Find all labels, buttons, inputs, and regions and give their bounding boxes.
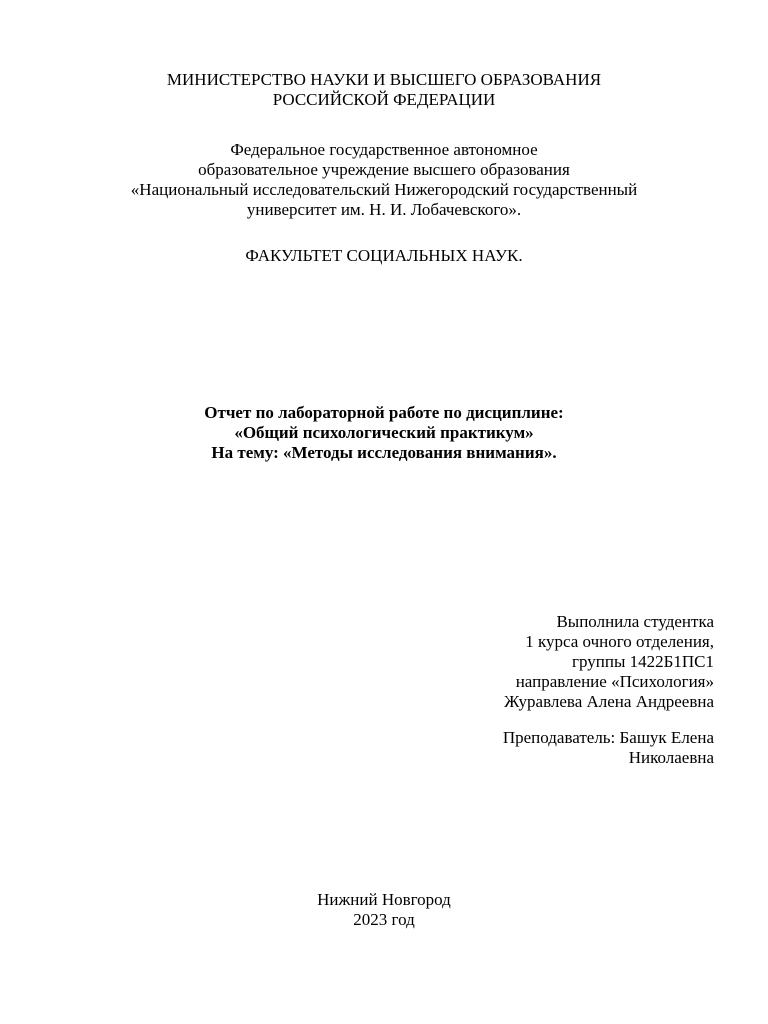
author-line: группы 1422Б1ПС1 <box>572 652 714 671</box>
ministry-line-2: РОССИЙСКОЙ ФЕДЕРАЦИИ <box>272 90 496 109</box>
institution-line: «Национальный исследовательский Нижегородский государственный <box>130 180 638 199</box>
teacher-line-1: Преподаватель: Башук Елена <box>502 728 714 747</box>
footer-year: 2023 год <box>353 910 415 929</box>
faculty-line: ФАКУЛЬТЕТ СОЦИАЛЬНЫХ НАУК. <box>245 246 523 265</box>
footer-city: Нижний Новгород <box>317 890 451 909</box>
report-title-line-1: Отчет по лабораторной работе по дисциплине: <box>204 403 564 422</box>
report-title-line-3: На тему: «Методы исследования внимания». <box>211 443 557 462</box>
report-title <box>0 403 768 463</box>
faculty-name <box>0 246 768 266</box>
institution-name <box>0 140 768 220</box>
institution-line: Федеральное государственное автономное <box>230 140 538 159</box>
author-line: Выполнила студентка <box>556 612 714 631</box>
city-year-footer <box>0 890 768 930</box>
author-line: направление «Психология» <box>515 672 714 691</box>
ministry-line-1: МИНИСТЕРСТВО НАУКИ И ВЫСШЕГО ОБРАЗОВАНИЯ <box>166 70 602 89</box>
institution-line: образовательное учреждение высшего образования <box>198 160 570 179</box>
ministry-header <box>0 70 768 110</box>
author-line: Журавлева Алена Андреевна <box>504 692 714 711</box>
author-info <box>504 612 714 712</box>
teacher-info <box>503 728 714 768</box>
author-line: 1 курса очного отделения, <box>525 632 714 651</box>
institution-line: университет им. Н. И. Лобачевского». <box>246 200 522 219</box>
teacher-line-2: Николаевна <box>628 748 714 767</box>
report-title-line-2: «Общий психологический практикум» <box>234 423 534 442</box>
